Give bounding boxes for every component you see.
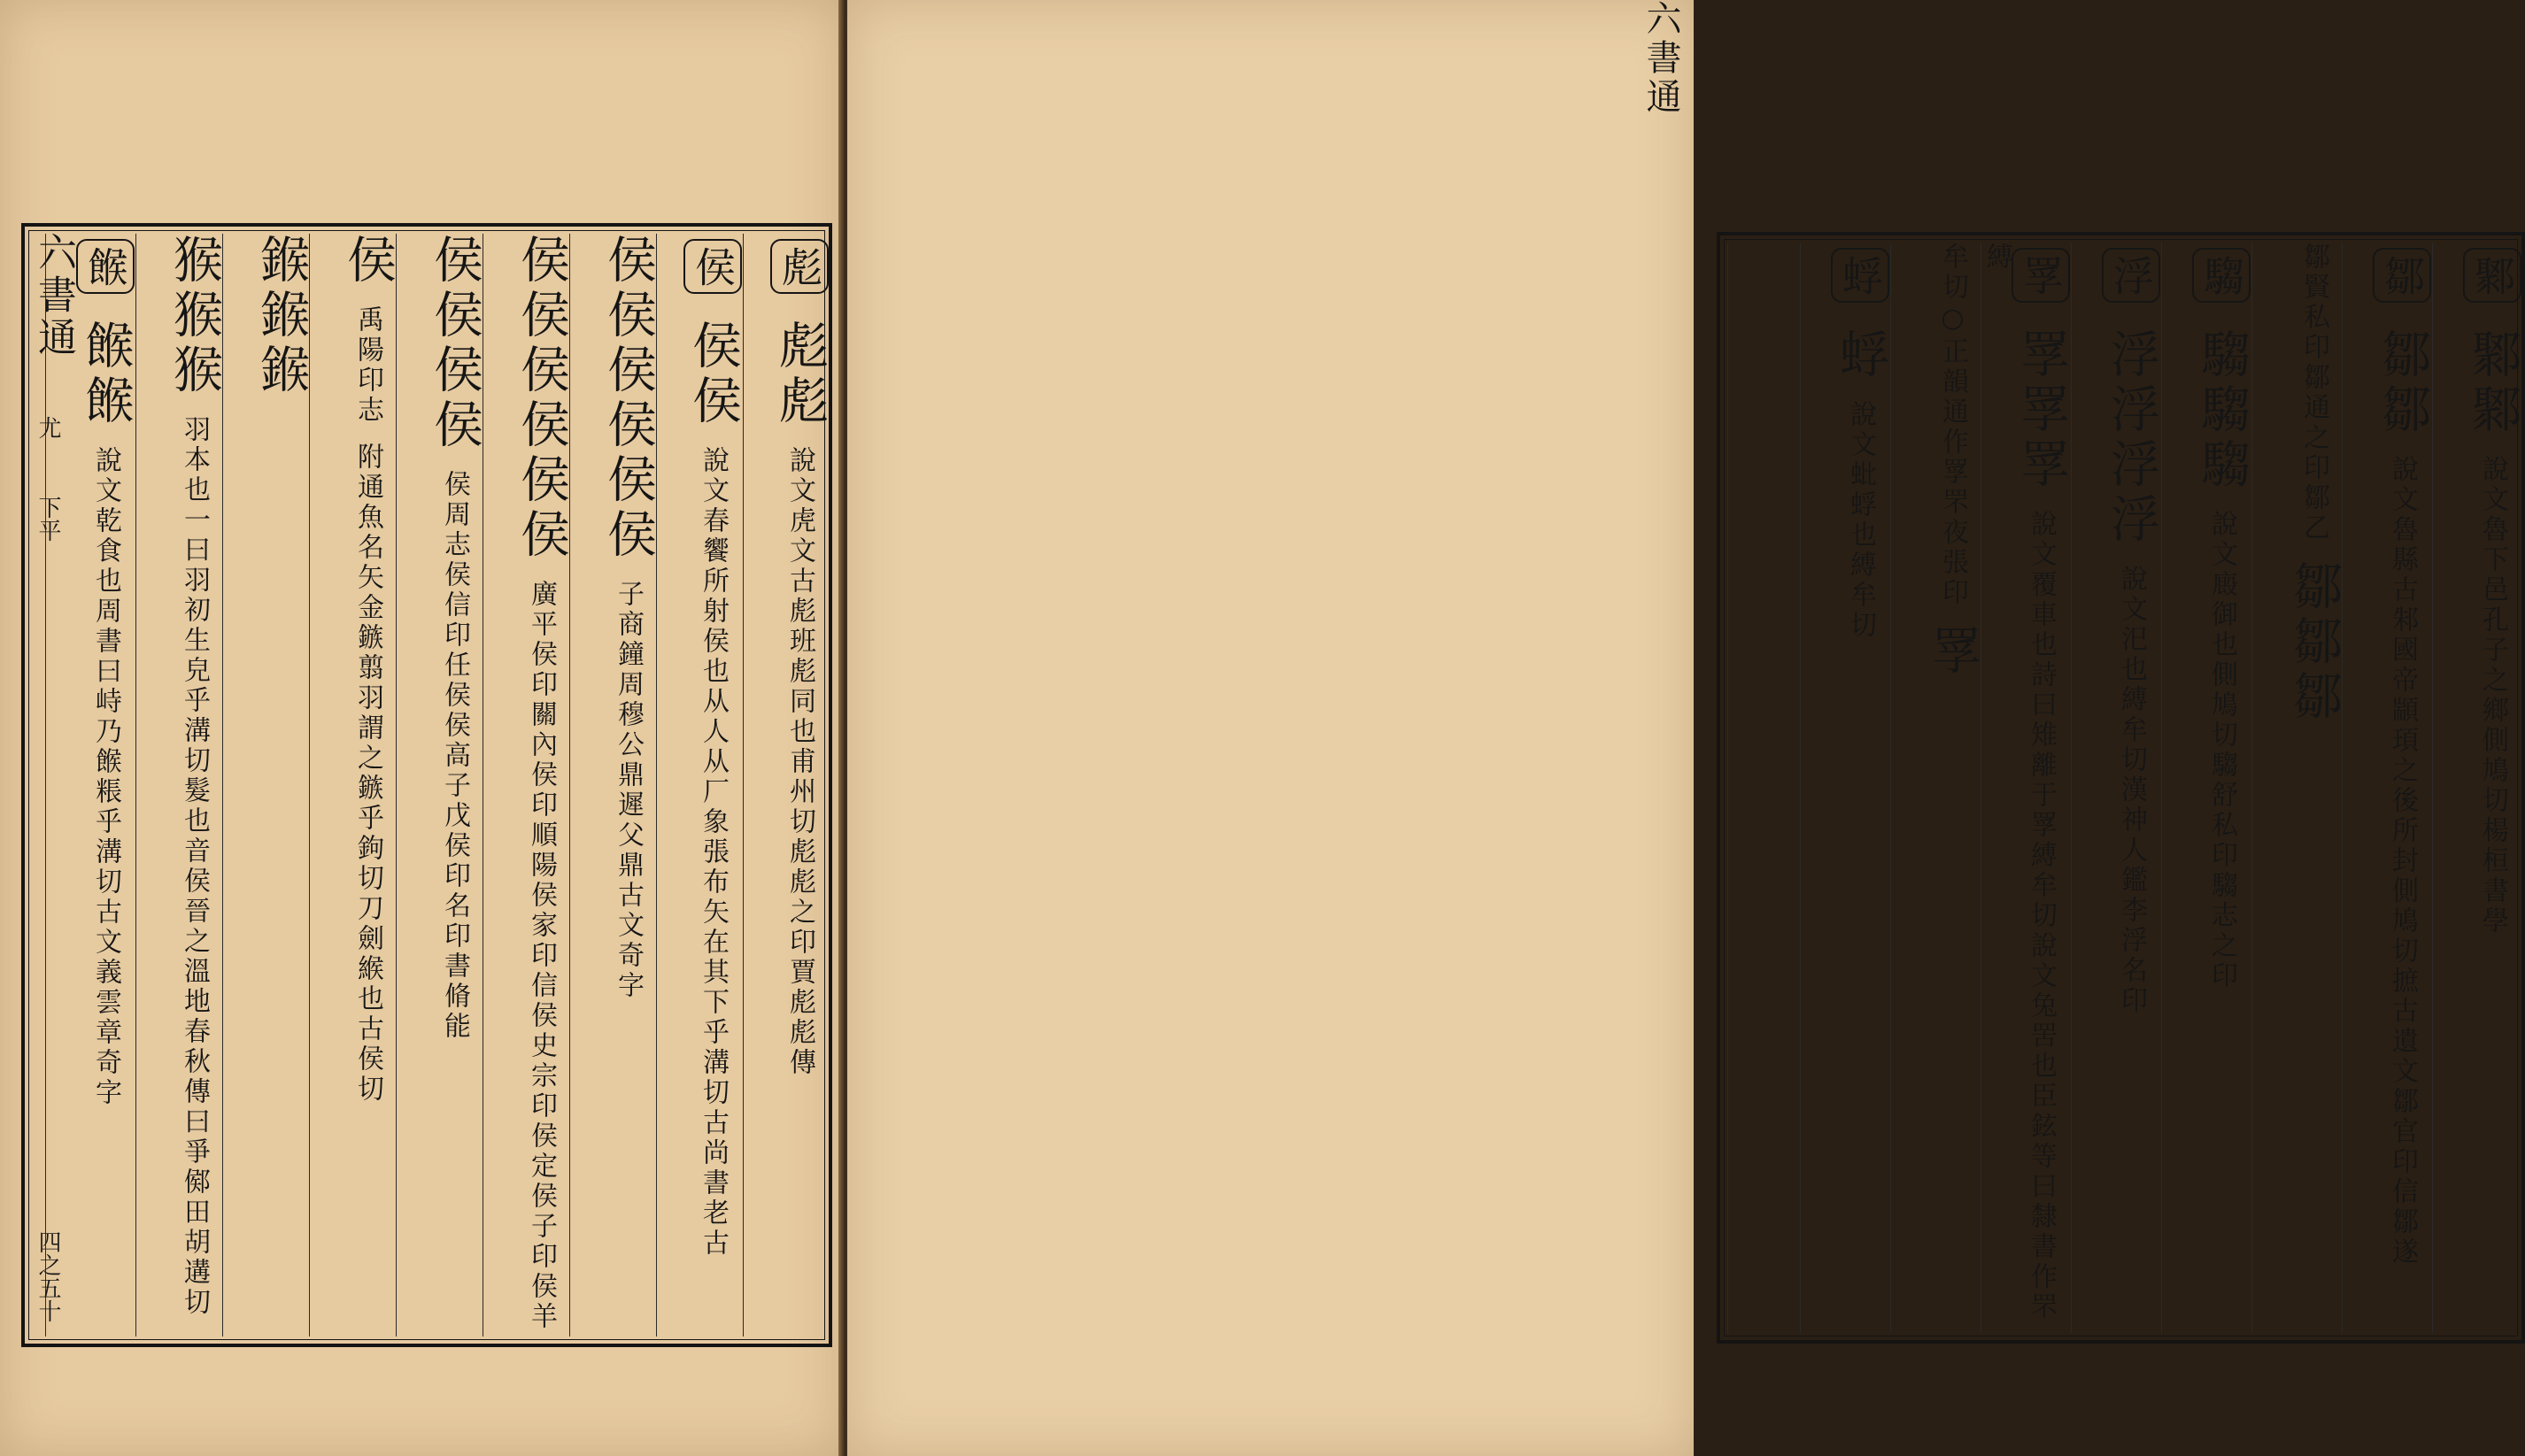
annotation: 說文汜也縛牟切漢神人鑑李浮名印	[2116, 565, 2147, 1016]
annotation: 說文春饗所射侯也从人从厂象張布矢在其下乎溝切古尚書老古	[698, 446, 729, 1259]
column-7	[1890, 243, 1980, 1333]
column-3	[569, 234, 655, 1337]
column-2	[656, 234, 742, 1337]
seal-forms: 罦罦罦	[2012, 328, 2070, 493]
seal-forms: 罦	[1924, 625, 1981, 680]
annotation: 說文魯下邑孔子之鄉側鳩切楊桓書學	[2477, 455, 2508, 936]
headword: 侯	[683, 239, 742, 294]
seal-forms: 鍭鍭鍭	[252, 234, 310, 398]
column-1	[2432, 243, 2521, 1333]
column-5	[2071, 243, 2160, 1333]
seal-forms: 侯侯侯侯侯侯	[599, 234, 657, 563]
annotation: 牟切○正韻通作罦罘夜張印	[1937, 243, 1968, 608]
column-2	[2342, 243, 2431, 1333]
column-1	[743, 234, 829, 1337]
annotation: 說文虎文古彪班彪同也甫州切彪彪之印賈彪彪傳	[784, 446, 815, 1078]
column-4	[483, 234, 568, 1337]
right-page	[847, 0, 2521, 1456]
annotation: 說文廄御也側鳩切騶舒私印騶志之印	[2206, 510, 2237, 991]
seal-forms: 鄒鄒	[2374, 328, 2431, 438]
seal-forms: 鄹鄹	[2464, 328, 2521, 438]
annotation: 說文蚍蜉也縛牟切	[1845, 400, 1876, 641]
seal-forms: 猴猴猴	[166, 234, 223, 398]
annotation: 侯周志侯信印任侯侯高子戊侯印名印書脩能	[439, 470, 470, 1042]
seal-forms: 侯侯	[684, 320, 742, 429]
seal-forms: 蜉	[1832, 328, 1889, 383]
seal-forms: 侯侯侯侯	[426, 234, 483, 453]
book-title: 六書通	[1641, 0, 1681, 117]
seal-forms: 浮浮浮浮	[2103, 328, 2160, 548]
seal-forms: 騶騶騶	[2193, 328, 2251, 493]
headword: 騶	[2192, 248, 2251, 303]
headword: 浮	[2102, 248, 2160, 303]
annotation: 廣平侯印關內侯印順陽侯家印信侯史宗印侯定侯子印侯羊	[526, 580, 557, 1332]
column-8	[135, 234, 221, 1337]
annotation: 禹陽印志	[352, 305, 383, 426]
seal-forms: 侯	[339, 234, 397, 289]
column-9	[45, 234, 135, 1337]
column-6	[1981, 243, 2070, 1333]
headword: 蜉	[1831, 248, 1889, 303]
column-4	[2161, 243, 2251, 1333]
seal-forms: 彪彪	[771, 320, 829, 429]
headword: 鄹	[2463, 248, 2521, 303]
annotation: 子商鐘周穆公鼎遲父鼎古文奇字	[613, 580, 644, 1001]
column-3	[2251, 243, 2341, 1333]
seal-forms: 鄒鄒鄒	[2285, 560, 2343, 725]
column-5	[396, 234, 482, 1337]
book-title: 六書通	[31, 232, 76, 359]
left-page	[0, 0, 843, 1456]
annotation: 說文乾食也周書曰峙乃餱粻乎溝切古文義雲章奇字	[90, 446, 121, 1108]
section-label: 下平	[35, 496, 61, 542]
headword: 彪	[770, 239, 829, 294]
annotation: 羽本也一曰羽初生皃乎溝切髮也音侯晉之溫地春秋傳曰爭鄇田胡遘切	[179, 415, 210, 1318]
empty-column	[1727, 243, 1799, 1333]
volume-label: 尤	[35, 416, 61, 439]
left-page-frame	[21, 223, 832, 1347]
annotation: 說文魯縣古邾國帝顓頊之後所封側鳩切摭古遺文鄒官印信鄒遂	[2387, 455, 2418, 1267]
annotation-extra: 附通魚名矢金鏃翦羽謂之鏃乎鉤切刀劍緱也古侯切	[352, 443, 383, 1105]
seal-forms: 餱餱	[77, 320, 135, 429]
headword: 罦	[2012, 248, 2070, 303]
headword: 餱	[76, 239, 135, 294]
seal-forms: 侯侯侯侯侯侯	[513, 234, 570, 563]
headword: 鄒	[2373, 248, 2431, 303]
column-6	[309, 234, 395, 1337]
annotation: 說文覆車也詩曰雉離于罦縛牟切說文兔罟也臣鉉等曰隸書作罘縛	[1981, 243, 2057, 1322]
column-8	[1800, 243, 1889, 1333]
annotation: 鄒賢私印鄒通之印鄒乙	[2298, 243, 2329, 543]
folio-number: 四之五十	[35, 1230, 61, 1322]
right-page-frame	[1717, 232, 2525, 1344]
column-7	[222, 234, 308, 1337]
